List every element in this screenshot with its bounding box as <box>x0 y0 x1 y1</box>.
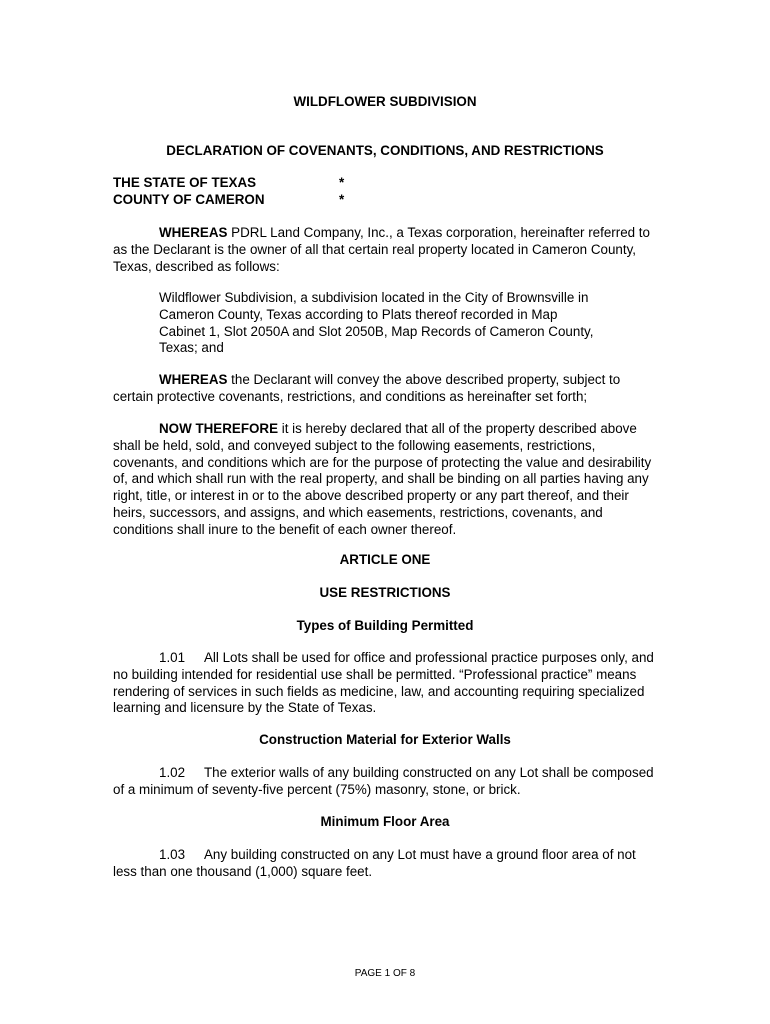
article-heading: ARTICLE ONE <box>339 552 431 567</box>
section-1-number: 1.01 <box>159 650 186 665</box>
now-therefore-lead: NOW THEREFORE <box>159 421 279 436</box>
county-star: * <box>339 192 345 207</box>
state-label: THE STATE OF TEXAS <box>113 175 257 190</box>
section-1-heading: Types of Building Permitted <box>296 618 474 633</box>
page-number-footer: PAGE 1 OF 8 <box>354 968 416 979</box>
subdivision-title: WILDFLOWER SUBDIVISION <box>293 94 477 109</box>
state-line <box>113 175 345 192</box>
section-3-heading: Minimum Floor Area <box>320 814 450 829</box>
section-2-text: The exterior walls of any building constructed on any Lot shall be composed of a minimum of seventy-five percent (75%) masonry, stone, or brick. <box>113 765 654 797</box>
whereas-text-2: the Declarant will convey the above described property, subject to certain protective covenants, restrictions, and conditions as hereinafter set forth; <box>113 372 621 404</box>
county-label: COUNTY OF CAMERON <box>113 192 265 207</box>
whereas-paragraph-1 <box>113 225 658 275</box>
section-2-number: 1.02 <box>159 765 186 780</box>
section-1-paragraph <box>113 650 658 717</box>
now-therefore-text: it is hereby declared that all of the property described above shall be held, sold, and conveyed subject to the following easements, restrictions, covenants, and conditions which are for the purpose of protecting the value and desirability of, and which shall run with the real property, and shall be binding on all parties having any right, title, or interest in or to the above described property or any part thereof, and their heirs, successors, and assigns, and which easements, restrictions, covenants, and conditions shall inure to the benefit of each owner thereof. <box>113 421 652 537</box>
section-1-text: All Lots shall be used for office and professional practice purposes only, and no building intended for residential use shall be permitted. “Professional practice” means rendering of services in such fields as medicine, law, and accounting requiring specialized learning and licensure by the State of Texas. <box>113 650 654 716</box>
whereas-lead-2: WHEREAS <box>159 372 228 387</box>
state-star: * <box>339 175 345 190</box>
now-therefore-paragraph <box>113 421 658 539</box>
whereas-lead-1: WHEREAS <box>159 225 228 240</box>
whereas-paragraph-2 <box>113 372 658 406</box>
county-line <box>113 192 345 209</box>
section-2-paragraph <box>113 765 658 799</box>
article-title: USE RESTRICTIONS <box>319 585 451 600</box>
section-3-paragraph <box>113 847 658 881</box>
section-2-heading: Construction Material for Exterior Walls <box>259 732 511 747</box>
whereas-text-1: PDRL Land Company, Inc., a Texas corporation, hereinafter referred to as the Declarant is the owner of all that certain real property located in Cameron County, Texas, described as follows: <box>113 225 650 274</box>
section-3-number: 1.03 <box>159 847 186 862</box>
declaration-title: DECLARATION OF COVENANTS, CONDITIONS, AND RESTRICTIONS <box>166 143 604 158</box>
section-3-text: Any building constructed on any Lot must have a ground floor area of not less than one thousand (1,000) square feet. <box>113 847 636 879</box>
property-description: Wildflower Subdivision, a subdivision located in the City of Brownsville in Cameron County, Texas according to Plats thereof recorded in Map Cabinet 1, Slot 2050A and Slot 2050B, Map Records of Cameron County, Texas; and <box>159 290 594 356</box>
